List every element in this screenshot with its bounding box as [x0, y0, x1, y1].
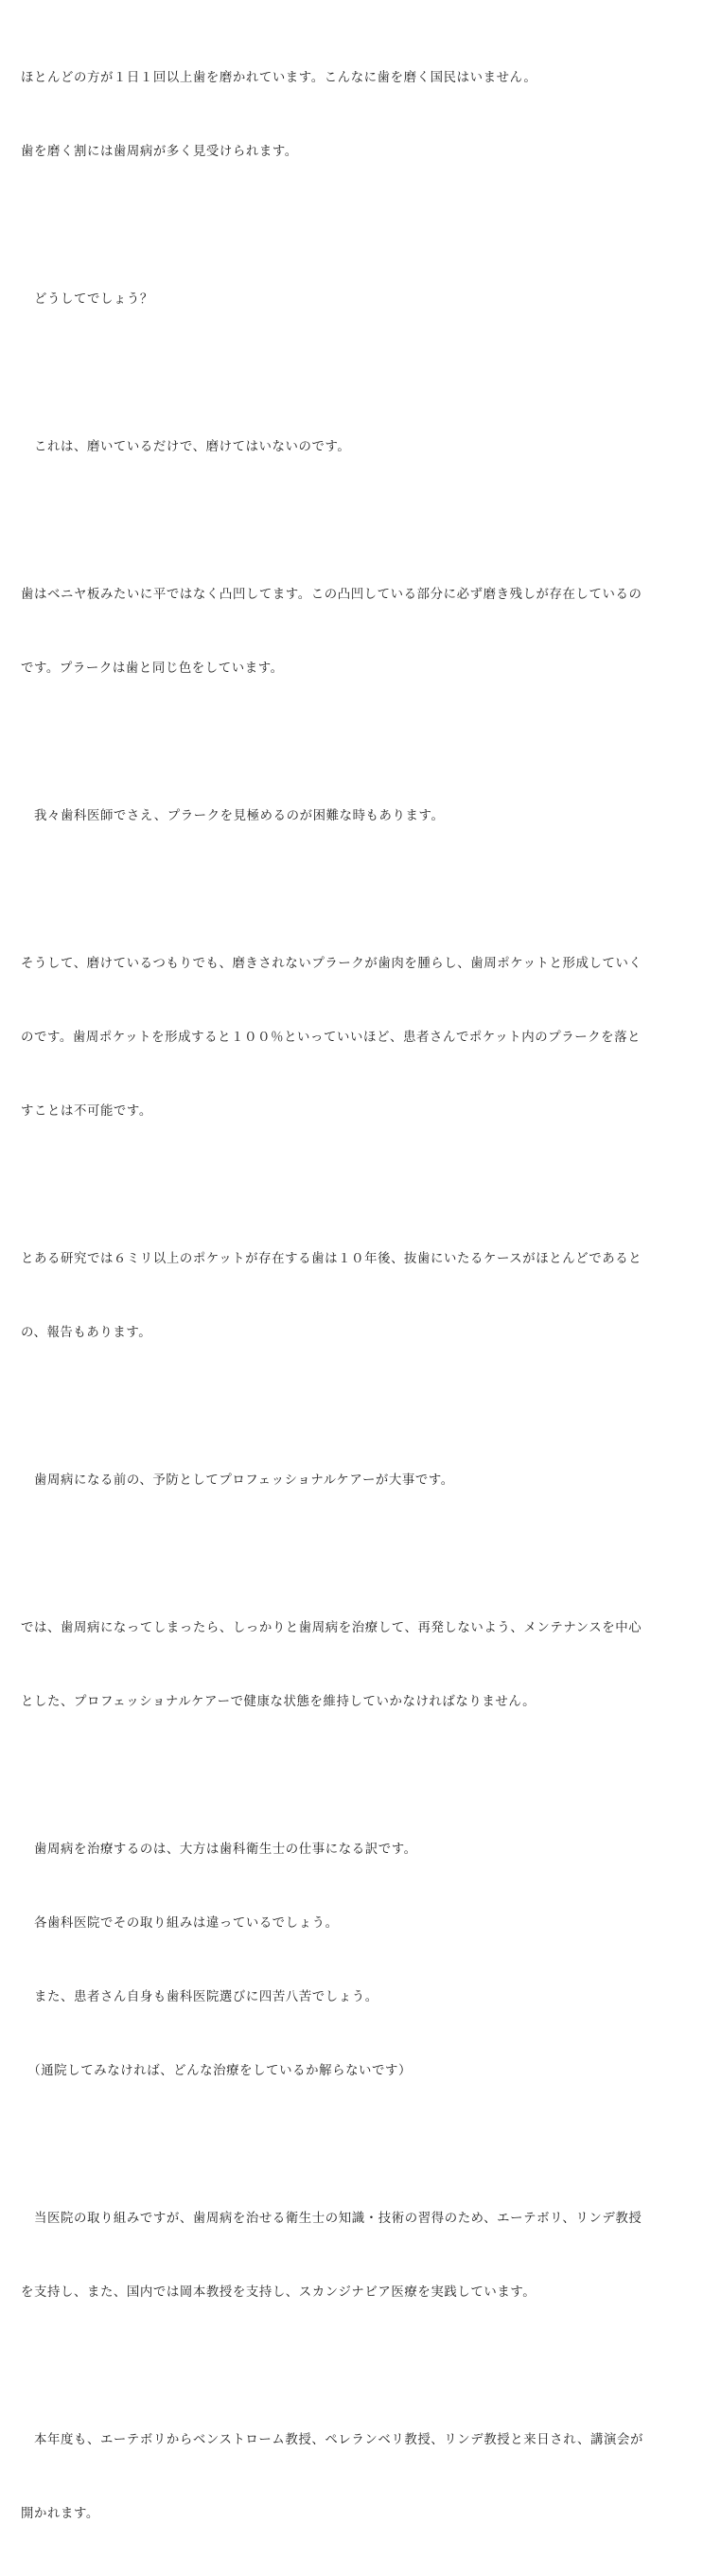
text-line: 歯周病を治療するのは、大方は歯科衛生士の仕事になる訳です。	[21, 1843, 417, 1857]
text-line: また、患者さん自身も歯科医院選びに四苦八苦でしょう。	[21, 1990, 378, 2004]
text-line: （通院してみなければ、どんな治療をしているか解らないです）	[21, 2064, 413, 2078]
text-line: どうしてでしょう？	[21, 292, 153, 307]
text-line: を支持し、また、国内では岡本教授を支持し、スカンジナビア医療を実践しています。	[21, 2285, 536, 2300]
paragraph-2	[21, 238, 700, 362]
text-line: 歯を磨く割には歯周病が多く見受けられます。	[21, 145, 298, 159]
paragraph-9	[21, 1567, 700, 1764]
paragraph-10	[21, 1789, 700, 2133]
text-line: ほとんどの方が１日１回以上歯を磨かれています。こんなに歯を磨く国民はいません。	[21, 71, 537, 85]
paragraph-4	[21, 534, 700, 731]
text-line: 当医院の取り組みですが、歯周病を治せる衛生士の知識・技術の習得のため、エーテボリ、リンデ教授	[21, 2212, 642, 2226]
paragraph-1	[21, 17, 700, 214]
text-line: そうして、磨けているつもりでも、磨きされないプラークが歯肉を腫らし、歯周ポケットと形成していく	[21, 957, 642, 971]
text-line: 開かれます。	[21, 2507, 99, 2521]
text-line: です。プラークは歯と同じ色をしています。	[21, 662, 284, 676]
article-body	[21, 17, 700, 2576]
paragraph-7	[21, 1198, 700, 1395]
text-line: 歯周病になる前の、予防としてプロフェッショナルケアーが大事です。	[21, 1473, 454, 1488]
paragraph-3	[21, 386, 700, 509]
paragraph-5	[21, 755, 700, 878]
paragraph-11	[21, 2158, 700, 2355]
text-line: 我々歯科医師でさえ、プラークを見極めるのが困難な時もあります。	[21, 809, 445, 823]
paragraph-6	[21, 903, 700, 1173]
text-line: 各歯科医院でその取り組みは違っているでしょう。	[21, 1916, 339, 1931]
text-line: 本年度も、エーテボリからベンストローム教授、ペレランベリ教授、リンデ教授と来日され、講演会が	[21, 2433, 643, 2447]
text-line: これは、磨いているだけで、磨けてはいないのです。	[21, 440, 351, 454]
text-line: すことは不可能です。	[21, 1104, 152, 1119]
text-line: では、歯周病になってしまったら、しっかりと歯周病を治療して、再発しないよう、メンテナンスを中心	[21, 1621, 642, 1635]
paragraph-8	[21, 1420, 700, 1543]
paragraph-12	[21, 2379, 700, 2576]
text-line: の、報告もあります。	[21, 1326, 152, 1340]
text-line: とした、プロフェッショナルケアーで健康な状態を維持していかなければなりません。	[21, 1695, 536, 1709]
text-line: 歯はベニヤ板みたいに平ではなく凸凹してます。この凸凹している部分に必ず磨き残しが存在しているの	[21, 588, 642, 602]
text-line: とある研究では６ミリ以上のポケットが存在する歯は１０年後、抜歯にいたるケースがほとんどであると	[21, 1252, 642, 1266]
text-line: のです。歯周ポケットを形成すると１００％といっていいほど、患者さんでポケット内のプラークを落と	[21, 1031, 642, 1045]
